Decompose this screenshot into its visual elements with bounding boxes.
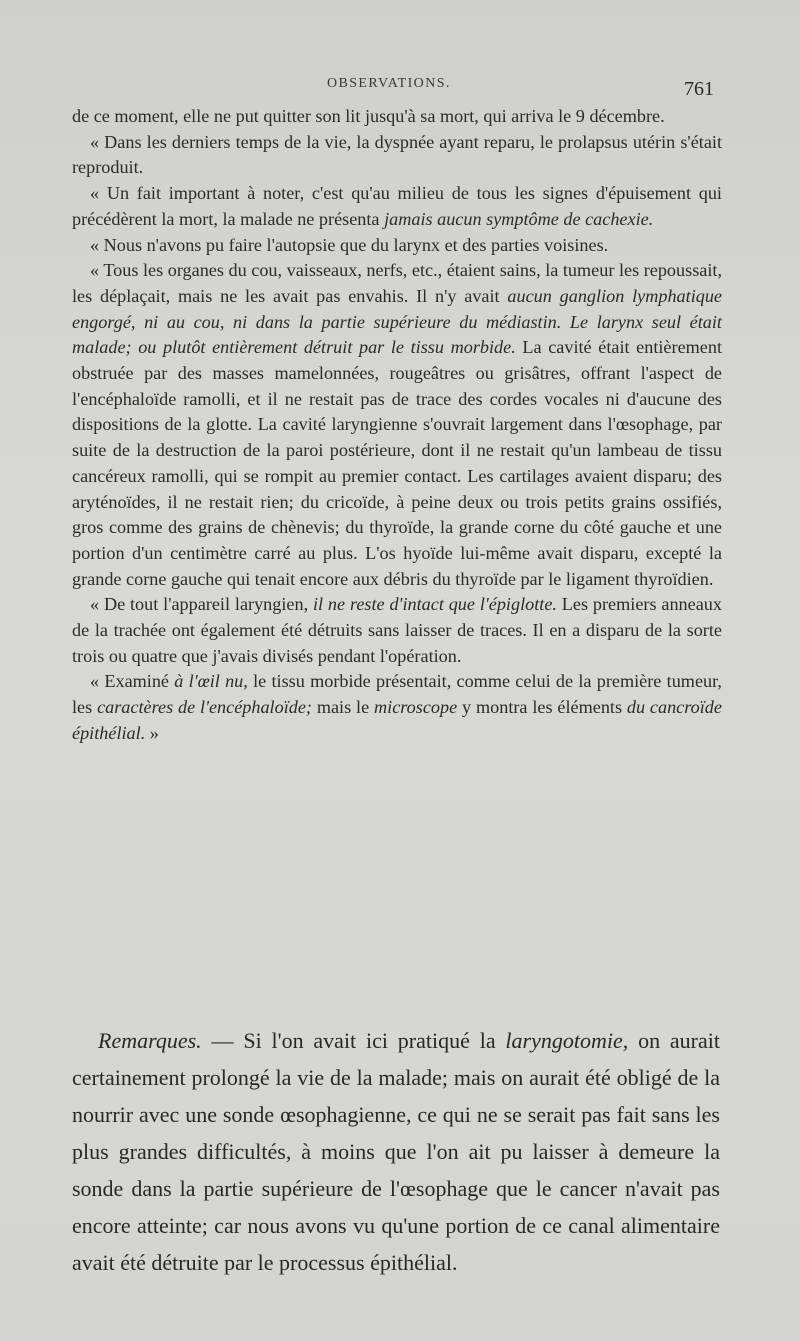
paragraph-text: Les premiers anneaux de la trachée ont également été détruits sans laisser de traces. Il en a disparu de la sorte trois ou quatre que j'avais divisés pendant l'opération.	[72, 594, 722, 666]
paragraph-laryngeal-apparatus	[72, 592, 722, 669]
paragraph-text: « Nous n'avons pu faire l'autopsie que du larynx et des parties voisines.	[90, 234, 609, 255]
paragraph-text: de ce moment, elle ne put quitter son lit jusqu'à sa mort, qui arriva le 9 décembre.	[72, 106, 665, 126]
paragraph-text: « Tous les organes du cou, vaisseaux, nerfs, etc., étaient sains, la tumeur les repoussait, les déplaçait, mais ne les avait pas envahis. Il n'y avait	[72, 260, 722, 306]
italic-phrase: microscope	[374, 697, 458, 718]
italic-phrase: il ne reste d'intact que l'épiglotte.	[312, 594, 557, 615]
paragraph-text: « Un fait important à noter, c'est qu'au milieu de tous les signes d'épuisement qui précédèrent la mort, la malade ne présenta	[72, 183, 722, 229]
italic-phrase: du cancroïde épithélial.	[72, 697, 722, 743]
paragraph-organs	[72, 258, 722, 592]
observation-text	[72, 104, 722, 747]
running-title: OBSERVATIONS.	[327, 76, 451, 91]
remarks-text: — Si l'on avait ici pratiqué la	[201, 1028, 506, 1053]
italic-phrase: jamais aucun symptôme de cachexie.	[384, 208, 654, 229]
paragraph-text: La cavité était entièrement obstruée par des masses mamelonnées, rougeâtres ou grisâtres, offrant l'aspect de l'encéphaloïde ramolli, et il ne restait pas de trace des cordes vocales ni d'aucune des dispositions de la glotte. La cavité laryngienne s'ouvrait largement dans l'œsophage, par suite de la destruction de la paroi postérieure, dont il ne restait qu'un lambeau de tissu cancéreux ramolli, qui se rompit au premier contact. Les cartilages avaient disparu; des aryténoïdes, il ne restait rien; du cricoïde, à peine deux ou trois petits grains ossifiés, gros comme des grains de chènevis; du thyroïde, la grande corne du côté gauche et une portion d'un centimètre carré au plus. L'os hyoïde lui-même avait disparu, excepté la grande corne gauche qui tenait encore aux débris du thyroïde par le ligament thyroïdien.	[72, 337, 723, 589]
italic-phrase: aucun ganglion lymphatique engorgé, ni au cou, ni dans la partie supérieure du médiastin. Le larynx seul était malade; ou plutôt entièrement détruit par le tissu morbide.	[72, 285, 723, 358]
page-header	[72, 72, 722, 106]
paragraph-text: « Dans les derniers temps de la vie, la dyspnée ayant reparu, le prolapsus utérin s'était reproduit.	[72, 131, 722, 178]
paragraph-text: y montra les éléments	[457, 697, 627, 718]
paragraph-autopsy	[72, 233, 722, 259]
italic-phrase: caractères de l'encéphaloïde;	[97, 697, 312, 718]
paragraph-continuation	[72, 104, 722, 130]
paragraph-text: « Examiné	[90, 671, 175, 692]
paragraph-text: »	[145, 722, 159, 743]
page-number: 761	[684, 78, 714, 100]
paragraph-text: « De tout l'appareil laryngien,	[90, 594, 313, 615]
remarks-paragraph	[72, 1022, 720, 1281]
paragraph-exhaustion	[72, 181, 722, 232]
paragraph-text: le tissu morbide présentait, comme celui de la première tumeur, les	[72, 671, 722, 718]
italic-phrase: à l'œil nu,	[174, 671, 248, 692]
paragraph-dyspnea	[72, 130, 722, 181]
remarks-text: on aurait certainement prolongé la vie de la malade; mais on aurait été obligé de la nourrir avec une sonde œsophagienne, ce qui ne se serait pas fait sans les plus grandes difficultés, à moins que l'on ait pu laisser à demeure la sonde dans la partie supérieure de l'œsophage que le cancer n'avait pas encore atteinte; car nous avons vu qu'une portion de ce canal alimentaire avait été détruite par le processus épithélial.	[72, 1028, 720, 1275]
italic-phrase: laryngotomie,	[505, 1028, 629, 1053]
paragraph-examination	[72, 669, 722, 746]
remarks-heading: Remarques.	[98, 1028, 202, 1053]
paragraph-text: mais le	[311, 697, 375, 718]
